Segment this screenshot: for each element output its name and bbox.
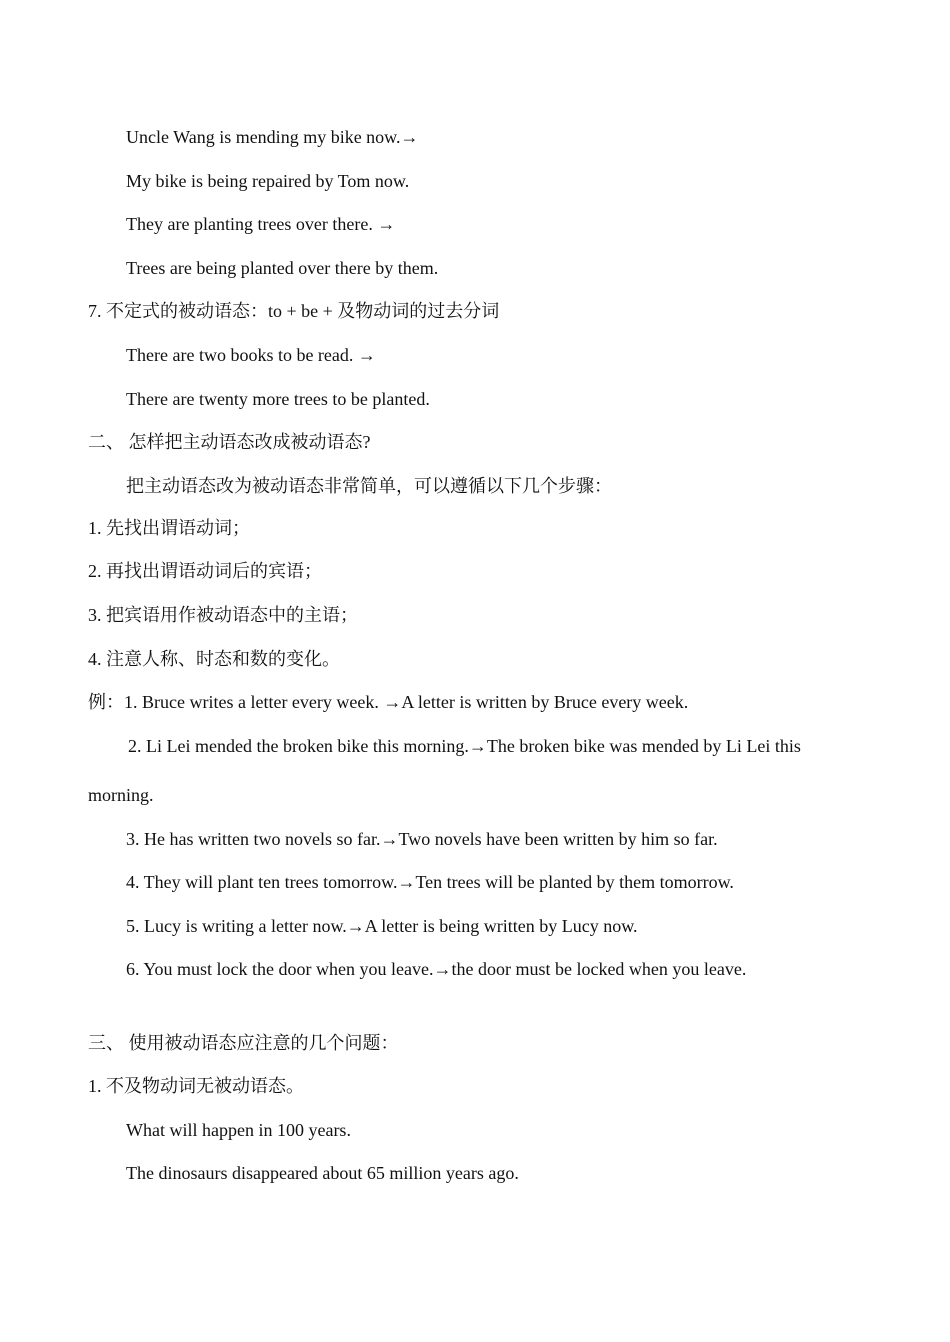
section-2-heading: 二、 怎样把主动语态改成被动语态? [88,432,371,452]
step-4: 4. 注意人称、时态和数的变化。 [88,649,340,669]
example-books-read: There are two books to be read. → [126,345,376,365]
example-1: 例：1. Bruce writes a letter every week. →A letter is written by Bruce every week. [88,692,689,712]
section-2-intro: 把主动语态改为被动语态非常简单，可以遵循以下几个步骤： [126,476,612,496]
example-3: 3. He has written two novels so far.→Two novels have been written by him so far. [126,829,718,849]
rule-intransitive: 1. 不及物动词无被动语态。 [88,1076,304,1096]
section-3-heading: 三、 使用被动语态应注意的几个问题： [88,1033,399,1053]
step-1: 1. 先找出谓语动词； [88,518,250,538]
step-2: 2. 再找出谓语动词后的宾语； [88,561,322,581]
rule-7-infinitive-passive: 7. 不定式的被动语态：to + be + 及物动词的过去分词 [88,301,500,321]
example-happen: What will happen in 100 years. [126,1120,351,1140]
example-2-continued: morning. [88,785,154,805]
example-dinosaurs: The dinosaurs disappeared about 65 million years ago. [126,1163,519,1183]
example-active-mending: Uncle Wang is mending my bike now.→ [126,127,419,147]
step-3: 3. 把宾语用作被动语态中的主语； [88,605,358,625]
example-2: 2. Li Lei mended the broken bike this morning.→The broken bike was mended by Li Lei this [128,736,801,756]
example-6: 6. You must lock the door when you leave.→the door must be locked when you leave. [126,959,747,979]
example-passive-planted: Trees are being planted over there by them. [126,258,439,278]
example-5: 5. Lucy is writing a letter now.→A letter is being written by Lucy now. [126,916,638,936]
example-trees-planted: There are twenty more trees to be planted. [126,389,430,409]
example-4: 4. They will plant ten trees tomorrow.→Ten trees will be planted by them tomorrow. [126,872,734,892]
example-passive-repaired: My bike is being repaired by Tom now. [126,171,410,191]
example-active-planting: They are planting trees over there. → [126,214,396,234]
